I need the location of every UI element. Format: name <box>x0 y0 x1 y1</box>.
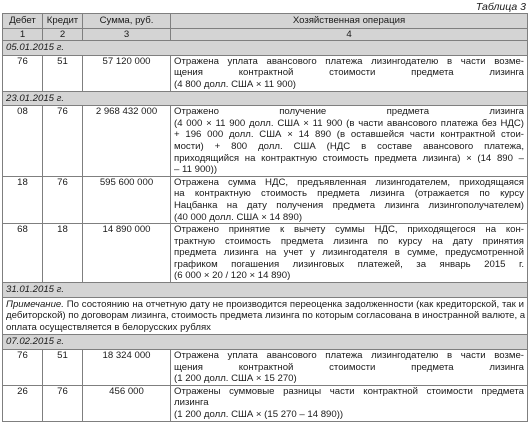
entry-row <box>3 106 528 177</box>
column-number: 1 <box>3 28 43 41</box>
credit-account: 76 <box>43 176 83 223</box>
operation-line: щения контрактной стоимости предмета лизинга <box>174 67 524 79</box>
date-row <box>3 41 528 56</box>
operation-line: Нацбанка на дату получения предмета лизинга лизингополучателем) <box>174 199 524 211</box>
operation-line: приходящийся на контрактную стоимость предмета лизинга) × (14 890 – <box>174 152 524 164</box>
note-line <box>6 299 524 311</box>
section-date: 23.01.2015 г. <box>3 91 528 106</box>
debit-account: 08 <box>3 106 43 177</box>
debit-account: 76 <box>3 55 43 91</box>
operation-line: щения контрактной стоимости предмета лизинга <box>174 361 524 373</box>
operation-line: мости) + 800 долл. США (НДС в составе авансового платежа, <box>174 140 524 152</box>
operation-line: Отражена сумма НДС, предъявленная лизингодателем, приходящаяся <box>174 176 524 188</box>
operation-line: Отражены суммовые разницы части контрактной стоимости предмета <box>174 385 524 397</box>
table-caption: Таблица 3 <box>475 1 526 13</box>
operation-line: лизинга <box>174 397 209 409</box>
operation-line: (1 200 долл. США × 15 270) <box>174 373 297 385</box>
section-date: 31.01.2015 г. <box>3 283 528 298</box>
note-line: оплата осуществляется в белорусских рублях <box>6 321 211 333</box>
ledger-table <box>2 13 528 422</box>
amount: 2 968 432 000 <box>83 106 171 177</box>
operation-line: Отражена уплата авансового платежа лизингодателю в части возме- <box>174 55 524 67</box>
credit-account: 76 <box>43 106 83 177</box>
credit-account: 76 <box>43 385 83 421</box>
amount: 14 890 000 <box>83 224 171 283</box>
debit-account: 18 <box>3 176 43 223</box>
operation-line: + 196 000 долл. США × 14 890 (в оставшейся части контрактной стои- <box>174 129 524 141</box>
operation-description <box>171 55 528 91</box>
amount: 595 600 000 <box>83 176 171 223</box>
operation-line: (4 800 долл. США × 11 900) <box>174 78 296 90</box>
note-text: По состоянию на отчетную дату не производится переоценка задолженности (как кредиторской, так и <box>63 298 524 310</box>
operation-line: Отражено получение предмета лизинга <box>174 106 524 118</box>
column-number: 2 <box>43 28 83 41</box>
column-number: 3 <box>83 28 171 41</box>
debit-account: 26 <box>3 385 43 421</box>
credit-account: 51 <box>43 55 83 91</box>
entry-row <box>3 385 528 421</box>
amount: 18 324 000 <box>83 350 171 386</box>
column-number: 4 <box>171 28 528 41</box>
operation-line: предмета лизинга на учет у лизингодателя в сумме, предусмотренной <box>174 247 524 259</box>
section-date: 07.02.2015 г. <box>3 335 528 350</box>
note-line: дебиторской) по договорам лизинга, стоимость предмета лизинга по которым согласована в иностранной валюте, а <box>6 310 526 322</box>
operation-description <box>171 224 528 283</box>
header-operation: Хозяйственная операция <box>171 14 528 29</box>
operation-description <box>171 176 528 223</box>
amount: 57 120 000 <box>83 55 171 91</box>
amount: 456 000 <box>83 385 171 421</box>
note-cell <box>3 297 528 335</box>
operation-line: (6 000 × 20 / 120 × 14 890) <box>174 270 291 282</box>
operation-description <box>171 385 528 421</box>
operation-line: Отражена уплата авансового платежа лизингодателю в части возме- <box>174 350 524 362</box>
entry-row <box>3 350 528 386</box>
header-debit: Дебет <box>3 14 43 29</box>
header-row <box>3 14 528 29</box>
header-credit: Кредит <box>43 14 83 29</box>
operation-line: трактную стоимость предмета лизинга по курсу на дату принятия <box>174 235 524 247</box>
date-row <box>3 91 528 106</box>
note-row <box>3 297 528 335</box>
operation-description <box>171 350 528 386</box>
column-number-row <box>3 28 528 41</box>
debit-account: 76 <box>3 350 43 386</box>
header-amount: Сумма, руб. <box>83 14 171 29</box>
credit-account: 51 <box>43 350 83 386</box>
operation-line: Отражено принятие к вычету суммы НДС, приходящегося на кон- <box>174 224 524 236</box>
operation-line: (1 200 долл. США × (15 270 – 14 890)) <box>174 409 344 420</box>
entry-row <box>3 224 528 283</box>
operation-line: – 11 900)) <box>174 164 218 176</box>
section-date: 05.01.2015 г. <box>3 41 528 56</box>
operation-line: (4 000 × 11 900 долл. США × 11 900 (в части авансового платежа без НДС) <box>174 117 524 129</box>
operation-description <box>171 106 528 177</box>
entry-row <box>3 176 528 223</box>
debit-account: 68 <box>3 224 43 283</box>
note-label: Примечание. <box>6 298 64 310</box>
credit-account: 18 <box>43 224 83 283</box>
operation-line: на контрактную стоимость предмета лизинга (отражается по курсу <box>174 188 524 200</box>
operation-line: графиком погашения лизинговых платежей, за январь 2015 г. <box>174 258 524 270</box>
date-row <box>3 283 528 298</box>
operation-line: (40 000 долл. США × 14 890) <box>174 211 303 223</box>
date-row <box>3 335 528 350</box>
entry-row <box>3 55 528 91</box>
